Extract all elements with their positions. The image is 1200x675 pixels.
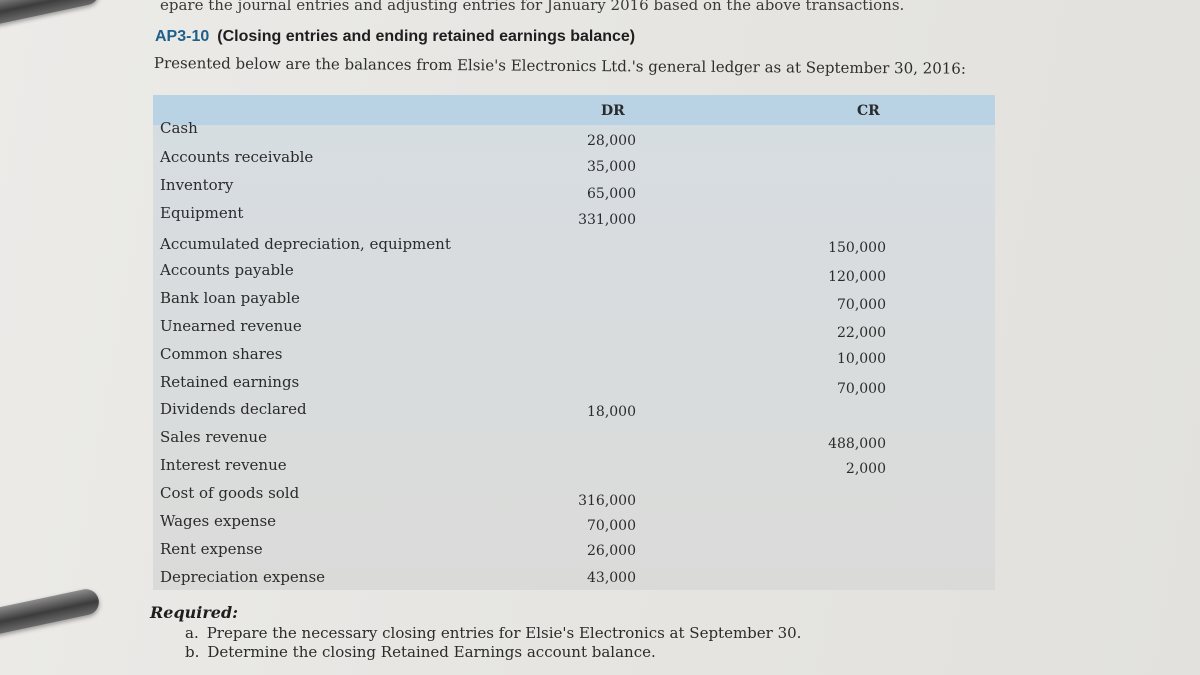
credit-amount: 488,000 <box>828 436 886 452</box>
account-name: Wages expense <box>160 512 277 530</box>
account-name: Accounts receivable <box>160 148 314 166</box>
table-row <box>153 261 995 287</box>
credit-amount: 2,000 <box>845 461 886 477</box>
table-row <box>153 148 995 174</box>
account-name: Retained earnings <box>160 373 300 391</box>
debit-amount: 70,000 <box>587 518 636 534</box>
previous-problem-text: epare the journal entries and adjusting entries for January 2016 based on the above transactions. <box>160 0 905 14</box>
credit-amount: 70,000 <box>837 297 886 313</box>
debit-column-header: DR <box>601 103 625 119</box>
account-name: Cost of goods sold <box>160 484 300 502</box>
required-item-letter: a. <box>185 624 199 642</box>
account-name: Depreciation expense <box>160 568 326 586</box>
debit-amount: 331,000 <box>578 212 636 228</box>
required-item <box>185 643 656 661</box>
binder-ring-bottom <box>0 587 101 639</box>
account-name: Unearned revenue <box>160 317 302 335</box>
table-row <box>153 568 995 594</box>
credit-amount: 10,000 <box>837 351 886 367</box>
table-row <box>153 428 995 454</box>
account-name: Equipment <box>160 204 244 222</box>
account-name: Dividends declared <box>160 400 307 418</box>
debit-amount: 43,000 <box>587 570 636 586</box>
table-row <box>153 540 995 566</box>
table-row <box>153 456 995 482</box>
account-name: Interest revenue <box>160 456 287 474</box>
table-row <box>153 119 995 149</box>
debit-amount: 18,000 <box>587 404 636 420</box>
required-item-text: Prepare the necessary closing entries for Elsie's Electronics at September 30. <box>206 624 802 642</box>
credit-column-header: CR <box>857 103 880 119</box>
debit-amount: 35,000 <box>587 159 636 175</box>
credit-amount: 70,000 <box>837 381 886 397</box>
table-row <box>153 345 995 371</box>
credit-amount: 150,000 <box>828 240 886 256</box>
account-name: Rent expense <box>160 540 263 558</box>
account-name: Cash <box>160 119 198 137</box>
required-item-text: Determine the closing Retained Earnings account balance. <box>207 643 656 661</box>
account-name: Common shares <box>160 345 283 363</box>
debit-amount: 65,000 <box>587 186 636 202</box>
credit-amount: 22,000 <box>837 325 886 341</box>
table-row <box>153 204 995 230</box>
account-name: Inventory <box>160 176 234 194</box>
table-row <box>153 484 995 510</box>
ledger-table <box>153 95 995 590</box>
account-name: Accounts payable <box>160 261 294 279</box>
problem-title: (Closing entries and ending retained earnings balance) <box>217 28 636 45</box>
table-row <box>153 512 995 538</box>
required-label: Required: <box>150 603 239 622</box>
required-item-letter: b. <box>185 643 200 661</box>
table-row <box>153 400 995 426</box>
debit-amount: 28,000 <box>587 133 636 149</box>
credit-amount: 120,000 <box>828 269 886 285</box>
table-row <box>153 317 995 343</box>
account-name: Sales revenue <box>160 428 267 446</box>
required-item <box>185 624 801 642</box>
debit-amount: 316,000 <box>578 493 636 509</box>
table-row <box>153 176 995 202</box>
debit-amount: 26,000 <box>587 543 636 559</box>
table-row <box>153 373 995 399</box>
account-name: Bank loan payable <box>160 289 300 307</box>
binder-ring-top <box>0 0 101 29</box>
problem-heading <box>155 28 635 46</box>
account-name: Accumulated depreciation, equipment <box>160 235 451 253</box>
table-row <box>153 235 995 261</box>
problem-intro: Presented below are the balances from Elsie's Electronics Ltd.'s general ledger as at September 30, 2016: <box>153 54 966 78</box>
problem-code: AP3-10 <box>155 28 210 45</box>
table-row <box>153 289 995 315</box>
